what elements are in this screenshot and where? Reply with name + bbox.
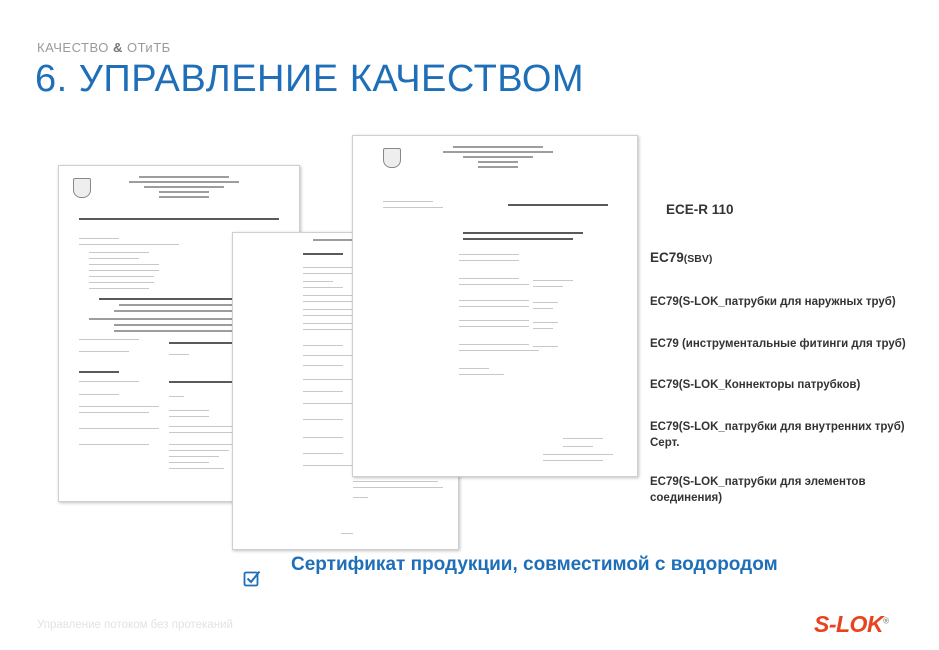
checkbox-check-icon — [243, 569, 261, 587]
list-item: EC79(S-LOK_Коннекторы патрубков) — [650, 379, 861, 391]
slok-logo: S-LOK® — [814, 611, 889, 637]
list-item: EC79(S-LOK_патрубки для элементов соединения) — [650, 476, 866, 504]
list-item: ECE-R 110 — [666, 202, 734, 217]
certificate-document-3 — [352, 135, 638, 477]
page-title: 6. УПРАВЛЕНИЕ КАЧЕСТВОМ — [35, 58, 585, 100]
list-item: EC79 (инструментальные фитинги для труб) — [650, 338, 906, 350]
eyebrow-ampersand: & — [112, 40, 123, 55]
list-item: EC79(S-LOK_патрубки для внутренних труб) Серт. — [650, 421, 905, 449]
footer-tagline: Управление потоком без протеканий — [37, 619, 233, 631]
eyebrow-safety: ОТиТБ — [126, 40, 171, 55]
list-item: EC79(S-LOK_патрубки для наружных труб) — [650, 296, 896, 308]
eyebrow — [37, 40, 171, 55]
caption: Сертификат продукции, совместимой с водородом — [291, 554, 778, 575]
eyebrow-quality: КАЧЕСТВО — [37, 40, 109, 55]
list-item: EC79(SBV) — [650, 250, 713, 265]
